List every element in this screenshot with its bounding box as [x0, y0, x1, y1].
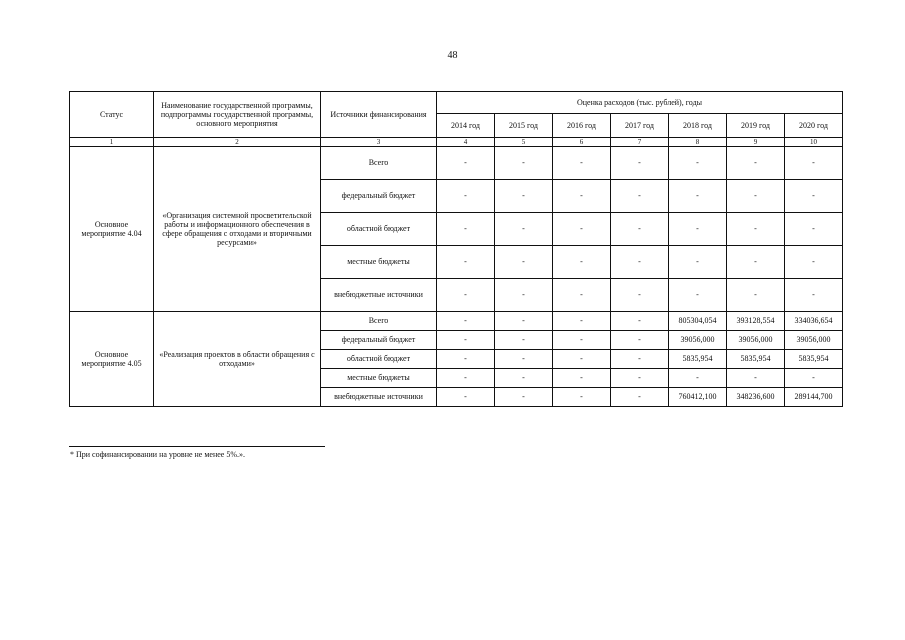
row-name: «Реализация проектов в области обращения с отходами»	[154, 312, 321, 407]
header-year: 2016 год	[553, 114, 611, 138]
row-source: Всего	[321, 312, 437, 331]
cell-value: -	[437, 147, 495, 180]
financing-table	[69, 91, 843, 407]
row-name: «Организация системной просветительской работы и информационного обеспечения в сфере обращения с отходами и вторичными ресурсами»	[154, 147, 321, 312]
cell-value: -	[553, 388, 611, 407]
header-name: Наименование государственной программы, подпрограммы государственной программы, основного мероприятия	[154, 92, 321, 138]
cell-value: -	[495, 246, 553, 279]
cell-value: -	[669, 279, 727, 312]
cell-value: -	[437, 246, 495, 279]
cell-value: -	[611, 246, 669, 279]
cell-value: 39056,000	[727, 331, 785, 350]
cell-value: -	[611, 350, 669, 369]
cell-value: -	[727, 213, 785, 246]
cell-value: -	[611, 369, 669, 388]
cell-value: 289144,700	[785, 388, 843, 407]
cell-value: 348236,600	[727, 388, 785, 407]
cell-value: -	[553, 180, 611, 213]
cell-value: -	[785, 213, 843, 246]
column-number: 4	[437, 138, 495, 147]
footnote: * При софинансировании на уровне не менее 5%.».	[70, 450, 246, 459]
row-source: местные бюджеты	[321, 246, 437, 279]
column-number: 9	[727, 138, 785, 147]
cell-value: -	[611, 180, 669, 213]
row-source: федеральный бюджет	[321, 180, 437, 213]
cell-value: -	[727, 279, 785, 312]
cell-value: -	[495, 180, 553, 213]
cell-value: -	[553, 213, 611, 246]
cell-value: -	[437, 350, 495, 369]
column-number: 2	[154, 138, 321, 147]
column-number-row	[70, 138, 843, 147]
cell-value: 393128,554	[727, 312, 785, 331]
cell-value: -	[611, 388, 669, 407]
table-row	[70, 147, 843, 180]
column-number: 3	[321, 138, 437, 147]
cell-value: 5835,954	[785, 350, 843, 369]
cell-value: -	[437, 279, 495, 312]
column-number: 7	[611, 138, 669, 147]
cell-value: -	[785, 369, 843, 388]
cell-value: -	[495, 388, 553, 407]
header-year: 2020 год	[785, 114, 843, 138]
cell-value: -	[669, 180, 727, 213]
cell-value: 334036,654	[785, 312, 843, 331]
cell-value: -	[611, 331, 669, 350]
footnote-divider	[69, 446, 325, 447]
cell-value: -	[495, 331, 553, 350]
header-year: 2015 год	[495, 114, 553, 138]
cell-value: -	[437, 312, 495, 331]
cell-value: -	[727, 147, 785, 180]
cell-value: 5835,954	[727, 350, 785, 369]
cell-value: 39056,000	[669, 331, 727, 350]
cell-value: -	[553, 147, 611, 180]
header-sources: Источники финансирования	[321, 92, 437, 138]
row-source: областной бюджет	[321, 213, 437, 246]
header-year: 2019 год	[727, 114, 785, 138]
cell-value: 39056,000	[785, 331, 843, 350]
cell-value: -	[437, 331, 495, 350]
page-number: 48	[447, 50, 458, 61]
cell-value: -	[553, 312, 611, 331]
row-source: Всего	[321, 147, 437, 180]
cell-value: -	[611, 213, 669, 246]
header-year: 2017 год	[611, 114, 669, 138]
cell-value: -	[437, 213, 495, 246]
cell-value: -	[785, 180, 843, 213]
cell-value: -	[669, 369, 727, 388]
cell-value: -	[553, 369, 611, 388]
cell-value: -	[553, 279, 611, 312]
cell-value: -	[553, 331, 611, 350]
cell-value: -	[437, 180, 495, 213]
cell-value: -	[611, 279, 669, 312]
column-number: 6	[553, 138, 611, 147]
cell-value: -	[611, 312, 669, 331]
row-source: внебюджетные источники	[321, 388, 437, 407]
cell-value: -	[495, 312, 553, 331]
cell-value: 5835,954	[669, 350, 727, 369]
cell-value: -	[437, 369, 495, 388]
row-source: местные бюджеты	[321, 369, 437, 388]
header-status: Статус	[70, 92, 154, 138]
cell-value: -	[669, 147, 727, 180]
cell-value: -	[495, 213, 553, 246]
row-status: Основное мероприятие 4.04	[70, 147, 154, 312]
header-year: 2018 год	[669, 114, 727, 138]
cell-value: -	[437, 388, 495, 407]
row-source: внебюджетные источники	[321, 279, 437, 312]
cell-value: 805304,054	[669, 312, 727, 331]
cell-value: -	[727, 180, 785, 213]
cell-value: 760412,100	[669, 388, 727, 407]
cell-value: -	[669, 246, 727, 279]
row-status: Основное мероприятие 4.05	[70, 312, 154, 407]
cell-value: -	[669, 213, 727, 246]
cell-value: -	[785, 147, 843, 180]
header-year: 2014 год	[437, 114, 495, 138]
column-number: 10	[785, 138, 843, 147]
column-number: 5	[495, 138, 553, 147]
column-number: 8	[669, 138, 727, 147]
row-source: федеральный бюджет	[321, 331, 437, 350]
cell-value: -	[785, 279, 843, 312]
cell-value: -	[611, 147, 669, 180]
header-costs: Оценка расходов (тыс. рублей), годы	[437, 92, 843, 114]
cell-value: -	[495, 147, 553, 180]
row-source: областной бюджет	[321, 350, 437, 369]
cell-value: -	[727, 246, 785, 279]
cell-value: -	[495, 369, 553, 388]
cell-value: -	[553, 350, 611, 369]
cell-value: -	[727, 369, 785, 388]
cell-value: -	[495, 350, 553, 369]
cell-value: -	[495, 279, 553, 312]
cell-value: -	[785, 246, 843, 279]
column-number: 1	[70, 138, 154, 147]
table-row	[70, 312, 843, 331]
cell-value: -	[553, 246, 611, 279]
